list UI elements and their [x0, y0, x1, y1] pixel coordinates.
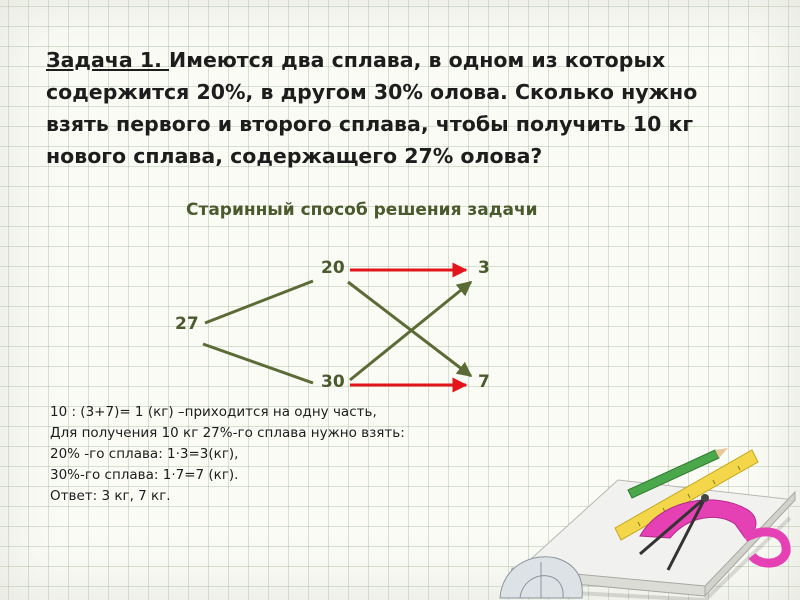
value-27: 27 — [175, 314, 199, 334]
answer-line: Ответ: 3 кг, 7 кг. — [50, 488, 171, 504]
problem-text: Имеются два сплава, в одном из которых содержится 20%, в другом 30% олова. Сколько нужно взять первого и второго сплава, чтобы получить 10 кг нового сплава, содержащего 27% олова? — [46, 48, 698, 168]
value-3: 3 — [478, 258, 490, 278]
solution-line-4: 30%-го сплава: 1·7=7 (кг). — [50, 467, 239, 483]
value-7: 7 — [478, 372, 490, 392]
line-27-to-20 — [205, 281, 313, 323]
solution-line-2: Для получения 10 кг 27%-го сплава нужно взять: — [50, 425, 405, 441]
book-illustration — [490, 428, 800, 600]
solution-text — [50, 402, 530, 507]
value-20: 20 — [321, 258, 345, 278]
solution-line-3: 20% -го сплава: 1·3=3(кг), — [50, 446, 239, 462]
method-subtitle: Старинный способ решения задачи — [186, 200, 538, 220]
value-30: 30 — [321, 372, 345, 392]
problem-label: Задача 1. — [46, 48, 170, 72]
line-27-to-30 — [203, 344, 313, 383]
solution-line-1: 10 : (3+7)= 1 (кг) –приходится на одну часть, — [50, 404, 377, 420]
